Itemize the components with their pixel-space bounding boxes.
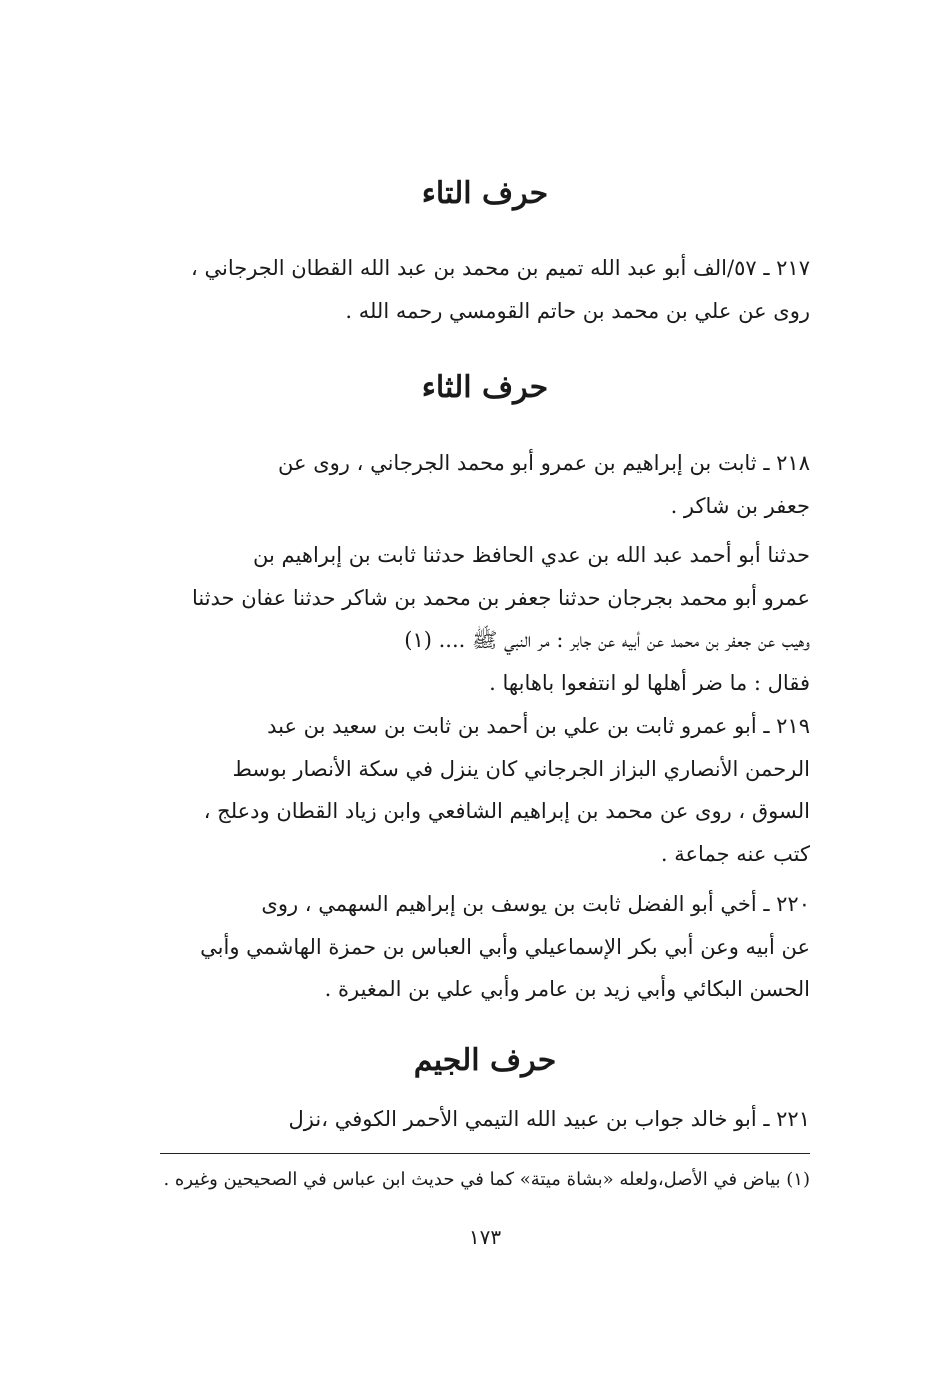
footnote-divider <box>160 1153 810 1154</box>
entry-218-line-1: ٢١٨ ـ ثابت بن إبراهيم بن عمرو أبو محمد الجرجاني ، روى عن <box>278 451 810 475</box>
entry-218 <box>160 442 810 527</box>
section-heading-ta: حرف التاء <box>421 176 549 211</box>
section-heading-jim: حرف الجيم <box>413 1043 557 1078</box>
entry-219-line-2: الرحمن الأنصاري البزاز الجرجاني كان ينزل في سكة الأنصار بوسط <box>232 756 810 781</box>
entry-220-line-3: الحسن البكائي وأبي زيد بن عامر وأبي علي بن المغيرة . <box>324 977 810 1001</box>
entry-221-line-1: ٢٢١ ـ أبو خالد جواب بن عبيد الله التيمي الأحمر الكوفي ،نزل <box>288 1107 810 1131</box>
entry-218-hadith <box>160 534 810 704</box>
entry-219 <box>160 705 810 875</box>
hadith-line-4: فقال : ما ضر أهلها لو انتفعوا باهابها . <box>489 670 810 695</box>
entry-220 <box>160 883 810 1011</box>
hadith-line-1: حدثنا أبو أحمد عبد الله بن عدي الحافظ حدثنا ثابت بن إبراهيم بن <box>253 543 810 567</box>
entry-221 <box>160 1098 810 1141</box>
entry-218-line-2: جعفر بن شاكر . <box>670 493 810 518</box>
hadith-line-2: عمرو أبو محمد بجرجان حدثنا جعفر بن محمد بن شاكر حدثنا عفان حدثنا <box>191 585 810 610</box>
entry-219-line-3: السوق ، روى عن محمد بن إبراهيم الشافعي وابن زياد القطان ودعلج ، <box>203 799 810 823</box>
page-number: ١٧٣ <box>468 1225 502 1249</box>
section-heading-tha: حرف الثاء <box>421 370 549 405</box>
entry-220-line-2: عن أبيه وعن أبي بكر الإسماعيلي وأبي العباس بن حمزة الهاشمي وأبي <box>200 934 810 959</box>
entry-217-line-2: روى عن علي بن محمد بن حاتم القومسي رحمه الله . <box>345 298 810 323</box>
entry-219-line-4: كتب عنه جماعة . <box>660 841 810 866</box>
book-page <box>160 0 810 1382</box>
footnote: (١) بياض في الأصل،ولعله «بشاة ميتة» كما في حديث ابن عباس في الصحيحين وغيره . <box>163 1169 810 1190</box>
entry-217 <box>160 247 810 332</box>
entry-220-line-1: ٢٢٠ ـ أخي أبو الفضل ثابت بن يوسف بن إبراهيم السهمي ، روى <box>261 892 810 916</box>
entry-217-line-1: ٢١٧ ـ ٥٧/الف أبو عبد الله تميم بن محمد بن عبد الله القطان الجرجاني ، <box>191 256 810 280</box>
entry-219-line-1: ٢١٩ ـ أبو عمرو ثابت بن علي بن أحمد بن ثابت بن سعيد بن عبد <box>267 714 810 738</box>
hadith-line-3: وهيب عن جعفر بن محمد عن أبيه عن جابر : مر النبي ﷺ .... (١) <box>404 628 810 652</box>
